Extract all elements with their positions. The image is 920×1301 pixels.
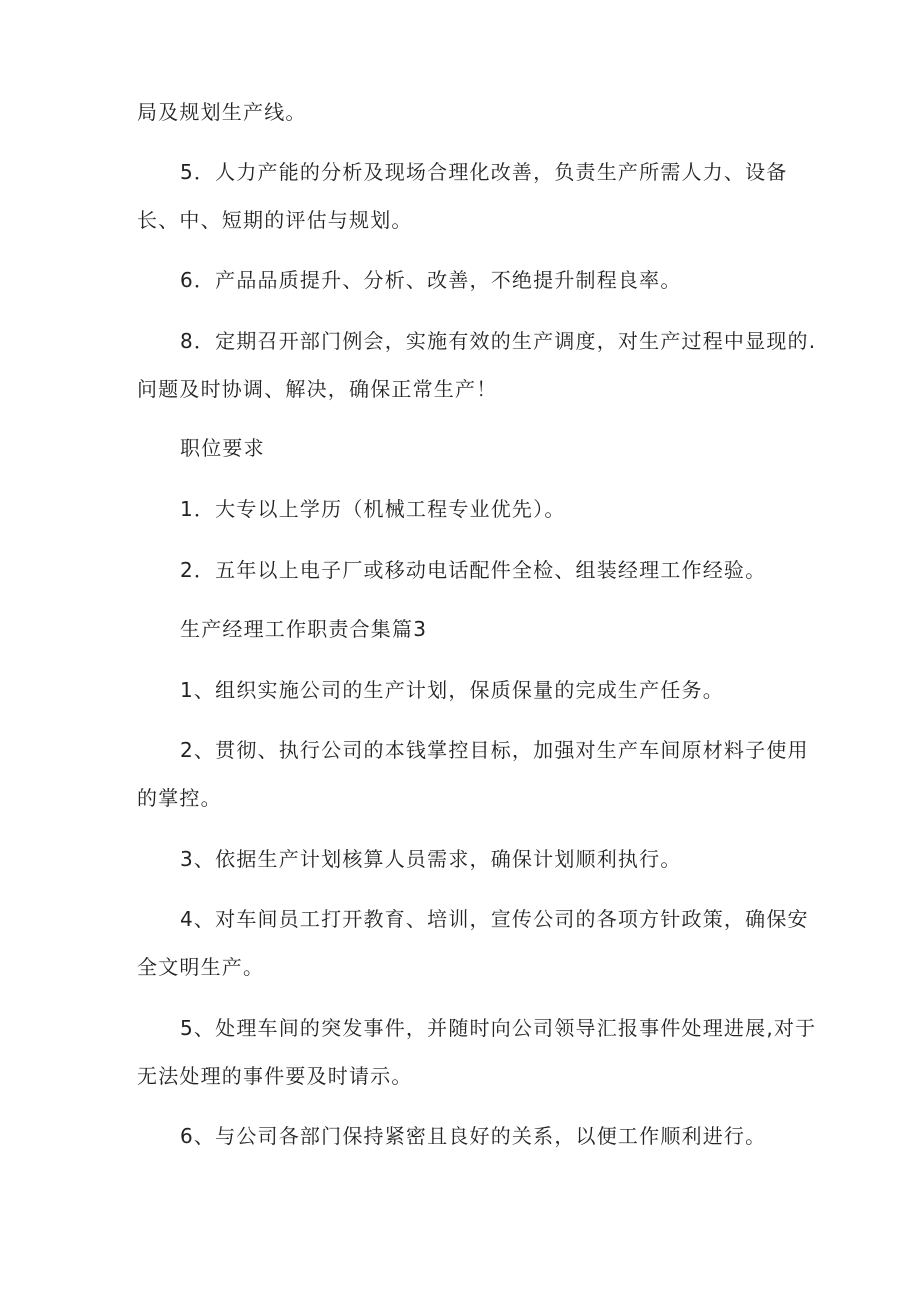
text-line: 6、与公司各部门保持紧密且良好的关系，以便工作顺利进行。 — [180, 1124, 767, 1148]
text-line: 8．定期召开部门例会，实施有效的生产调度，对生产过程中显现的. — [180, 329, 817, 353]
text-line: 2．五年以上电子厂或移动电话配件全检、组装经理工作经验。 — [180, 558, 767, 582]
section-heading: 生产经理工作职责合集篇3 — [180, 617, 428, 641]
text-line: 5．人力产能的分析及现场合理化改善，负责生产所需人力、设备 — [180, 160, 788, 184]
text-line: 3、依据生产计划核算人员需求，确保计划顺利执行。 — [180, 847, 682, 871]
text-line: 全文明生产。 — [137, 955, 265, 979]
text-line: 长、中、短期的评估与规划。 — [137, 208, 413, 232]
text-line: 5、处理车间的突发事件，并随时向公司领导汇报事件处理进展,对于 — [180, 1016, 817, 1040]
text-line: 无法处理的事件要及时请示。 — [137, 1064, 413, 1088]
text-line: 问题及时协调、解决，确保正常生产！ — [137, 377, 498, 401]
text-line: 的掌控。 — [137, 786, 222, 810]
text-line: 1．大专以上学历（机械工程专业优先）。 — [180, 497, 566, 521]
text-line: 局及规划生产线。 — [137, 100, 307, 124]
text-line: 4、对车间员工打开教育、培训，宣传公司的各项方针政策，确保安 — [180, 907, 809, 931]
text-line: 6．产品品质提升、分析、改善，不绝提升制程良率。 — [180, 268, 682, 292]
text-line: 1、组织实施公司的生产计划，保质保量的完成生产任务。 — [180, 678, 724, 702]
section-heading: 职位要求 — [180, 436, 265, 460]
text-line: 2、贯彻、执行公司的本钱掌控目标，加强对生产车间原材料子使用 — [180, 738, 809, 762]
